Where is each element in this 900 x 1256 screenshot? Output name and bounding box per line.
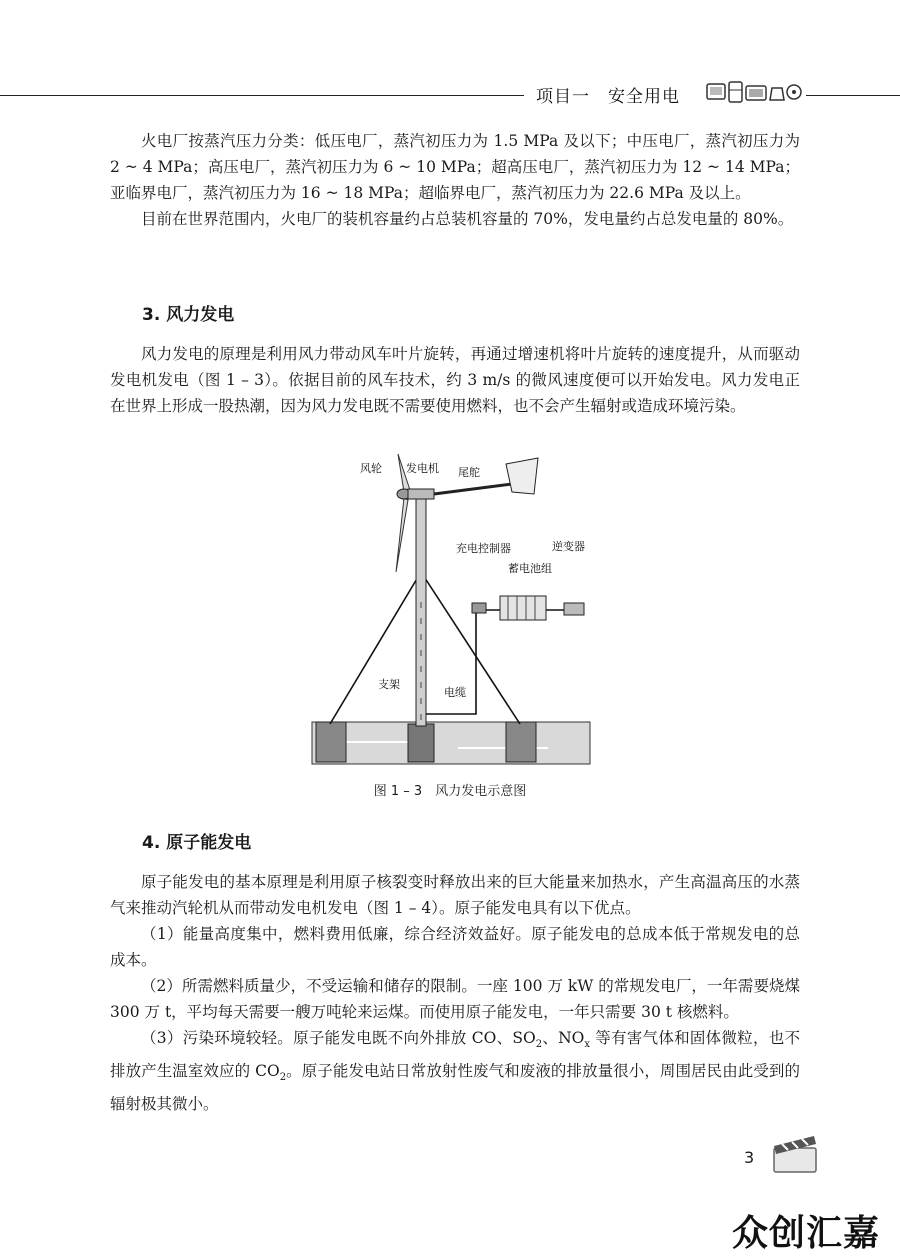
paragraph-wind-power: 风力发电的原理是利用风力带动风车叶片旋转，再通过增速机将叶片旋转的速度提升，从而驱动发电机发电（图 1 – 3）。依据目前的风车技术，约 3 m/s 的微风速度便可以开始发电。风力发电正在世界上形成一股热潮，因为风力发电既不需要使用燃料，也不会产生辐射或造成环境污染。 <box>110 345 800 415</box>
wind-power-text-block <box>110 341 800 419</box>
nuclear-power-text-block <box>110 869 800 1117</box>
header-title: 项目一 安全用电 <box>536 87 680 107</box>
header-rule-left <box>0 95 524 96</box>
advantage-3-text-c: 等有害气体和固体微粒，也不排放产生温室效应的 CO <box>110 1029 800 1081</box>
tower-mast <box>416 494 426 726</box>
header-rule-right <box>806 95 900 96</box>
advantage-3-text-d: 。原子能发电站日常放射性废气和废液的排放量很小，周围居民由此受到的辐射极其微小。 <box>110 1062 800 1114</box>
paragraph-pressure-classes: 火电厂按蒸汽压力分类：低压电厂，蒸汽初压力为 1.5 MPa 及以下；中压电厂，蒸汽初压力为 2 ~ 4 MPa；高压电厂，蒸汽初压力为 6 ~ 10 MPa；超高压电厂，蒸汽初压力为 12 ~ 14 MPa；亚临界电厂，蒸汽初压力为 16 ~ 18 MPa；超临界电厂，蒸汽初压力为 22.6 MPa 及以上。 <box>110 132 800 202</box>
paragraph-nuclear-intro: 原子能发电的基本原理是利用原子核裂变时释放出来的巨大能量来加热水，产生高温高压的水蒸气来推动汽轮机从而带动发电机发电（图 1 – 4）。原子能发电具有以下优点。 <box>110 873 800 917</box>
label-charge-controller: 充电控制器 <box>456 542 511 555</box>
label-generator: 发电机 <box>406 462 439 475</box>
battery-bank <box>500 596 546 620</box>
header-appliance-icons <box>706 80 802 106</box>
label-rotor: 风轮 <box>360 462 382 475</box>
section-heading-nuclear-power: 4. 原子能发电 <box>142 833 252 853</box>
figure-caption: 图 1 – 3 风力发电示意图 <box>373 784 527 799</box>
right-anchor <box>506 722 536 762</box>
inverter-box <box>564 603 584 615</box>
intro-text-block <box>110 128 800 232</box>
tail-vane <box>506 458 538 494</box>
kettle-icon <box>770 88 784 100</box>
paragraph-advantage-1: （1）能量高度集中，燃料费用低廉，综合经济效益好。原子能发电的总成本低于常规发电的总成本。 <box>110 925 800 969</box>
label-inverter: 逆变器 <box>552 540 585 553</box>
paragraph-advantage-3 <box>110 1025 800 1117</box>
center-foundation <box>408 724 434 762</box>
section-heading-wind-power: 3. 风力发电 <box>142 305 235 325</box>
advantage-3-text-a: （3）污染环境较轻。原子能发电既不向外排放 CO、SO <box>141 1029 536 1047</box>
so2-subscript: 2 <box>535 1039 543 1051</box>
nacelle <box>408 489 434 499</box>
nox-subscript: x <box>584 1039 591 1051</box>
left-anchor <box>316 722 346 762</box>
label-cable: 电缆 <box>444 686 466 699</box>
fridge-icon <box>729 82 742 102</box>
label-tail: 尾舵 <box>458 466 480 479</box>
wind-power-diagram <box>308 452 594 766</box>
paragraph-capacity-share: 目前在世界范围内，火电厂的装机容量约占总装机容量的 70%，发电量约占总发电量的 80%。 <box>141 210 794 228</box>
clapperboard-icon <box>770 1132 822 1174</box>
paragraph-advantage-2: （2）所需燃料质量少，不受运输和储存的限制。一座 100 万 kW 的常规发电厂，一年需要烧煤 300 万 t，平均每天需要一艘万吨轮来运煤。而使用原子能发电，一年只需要 30 t 核燃料。 <box>110 977 800 1021</box>
co2-subscript: 2 <box>279 1072 287 1084</box>
advantage-3-text-b: 、NO <box>542 1029 585 1047</box>
label-battery-bank: 蓄电池组 <box>508 562 552 575</box>
page-number: 3 <box>744 1148 755 1167</box>
charge-controller-box <box>472 603 486 613</box>
label-support: 支架 <box>378 678 400 691</box>
watermark-text: 众创汇嘉 <box>732 1213 881 1254</box>
